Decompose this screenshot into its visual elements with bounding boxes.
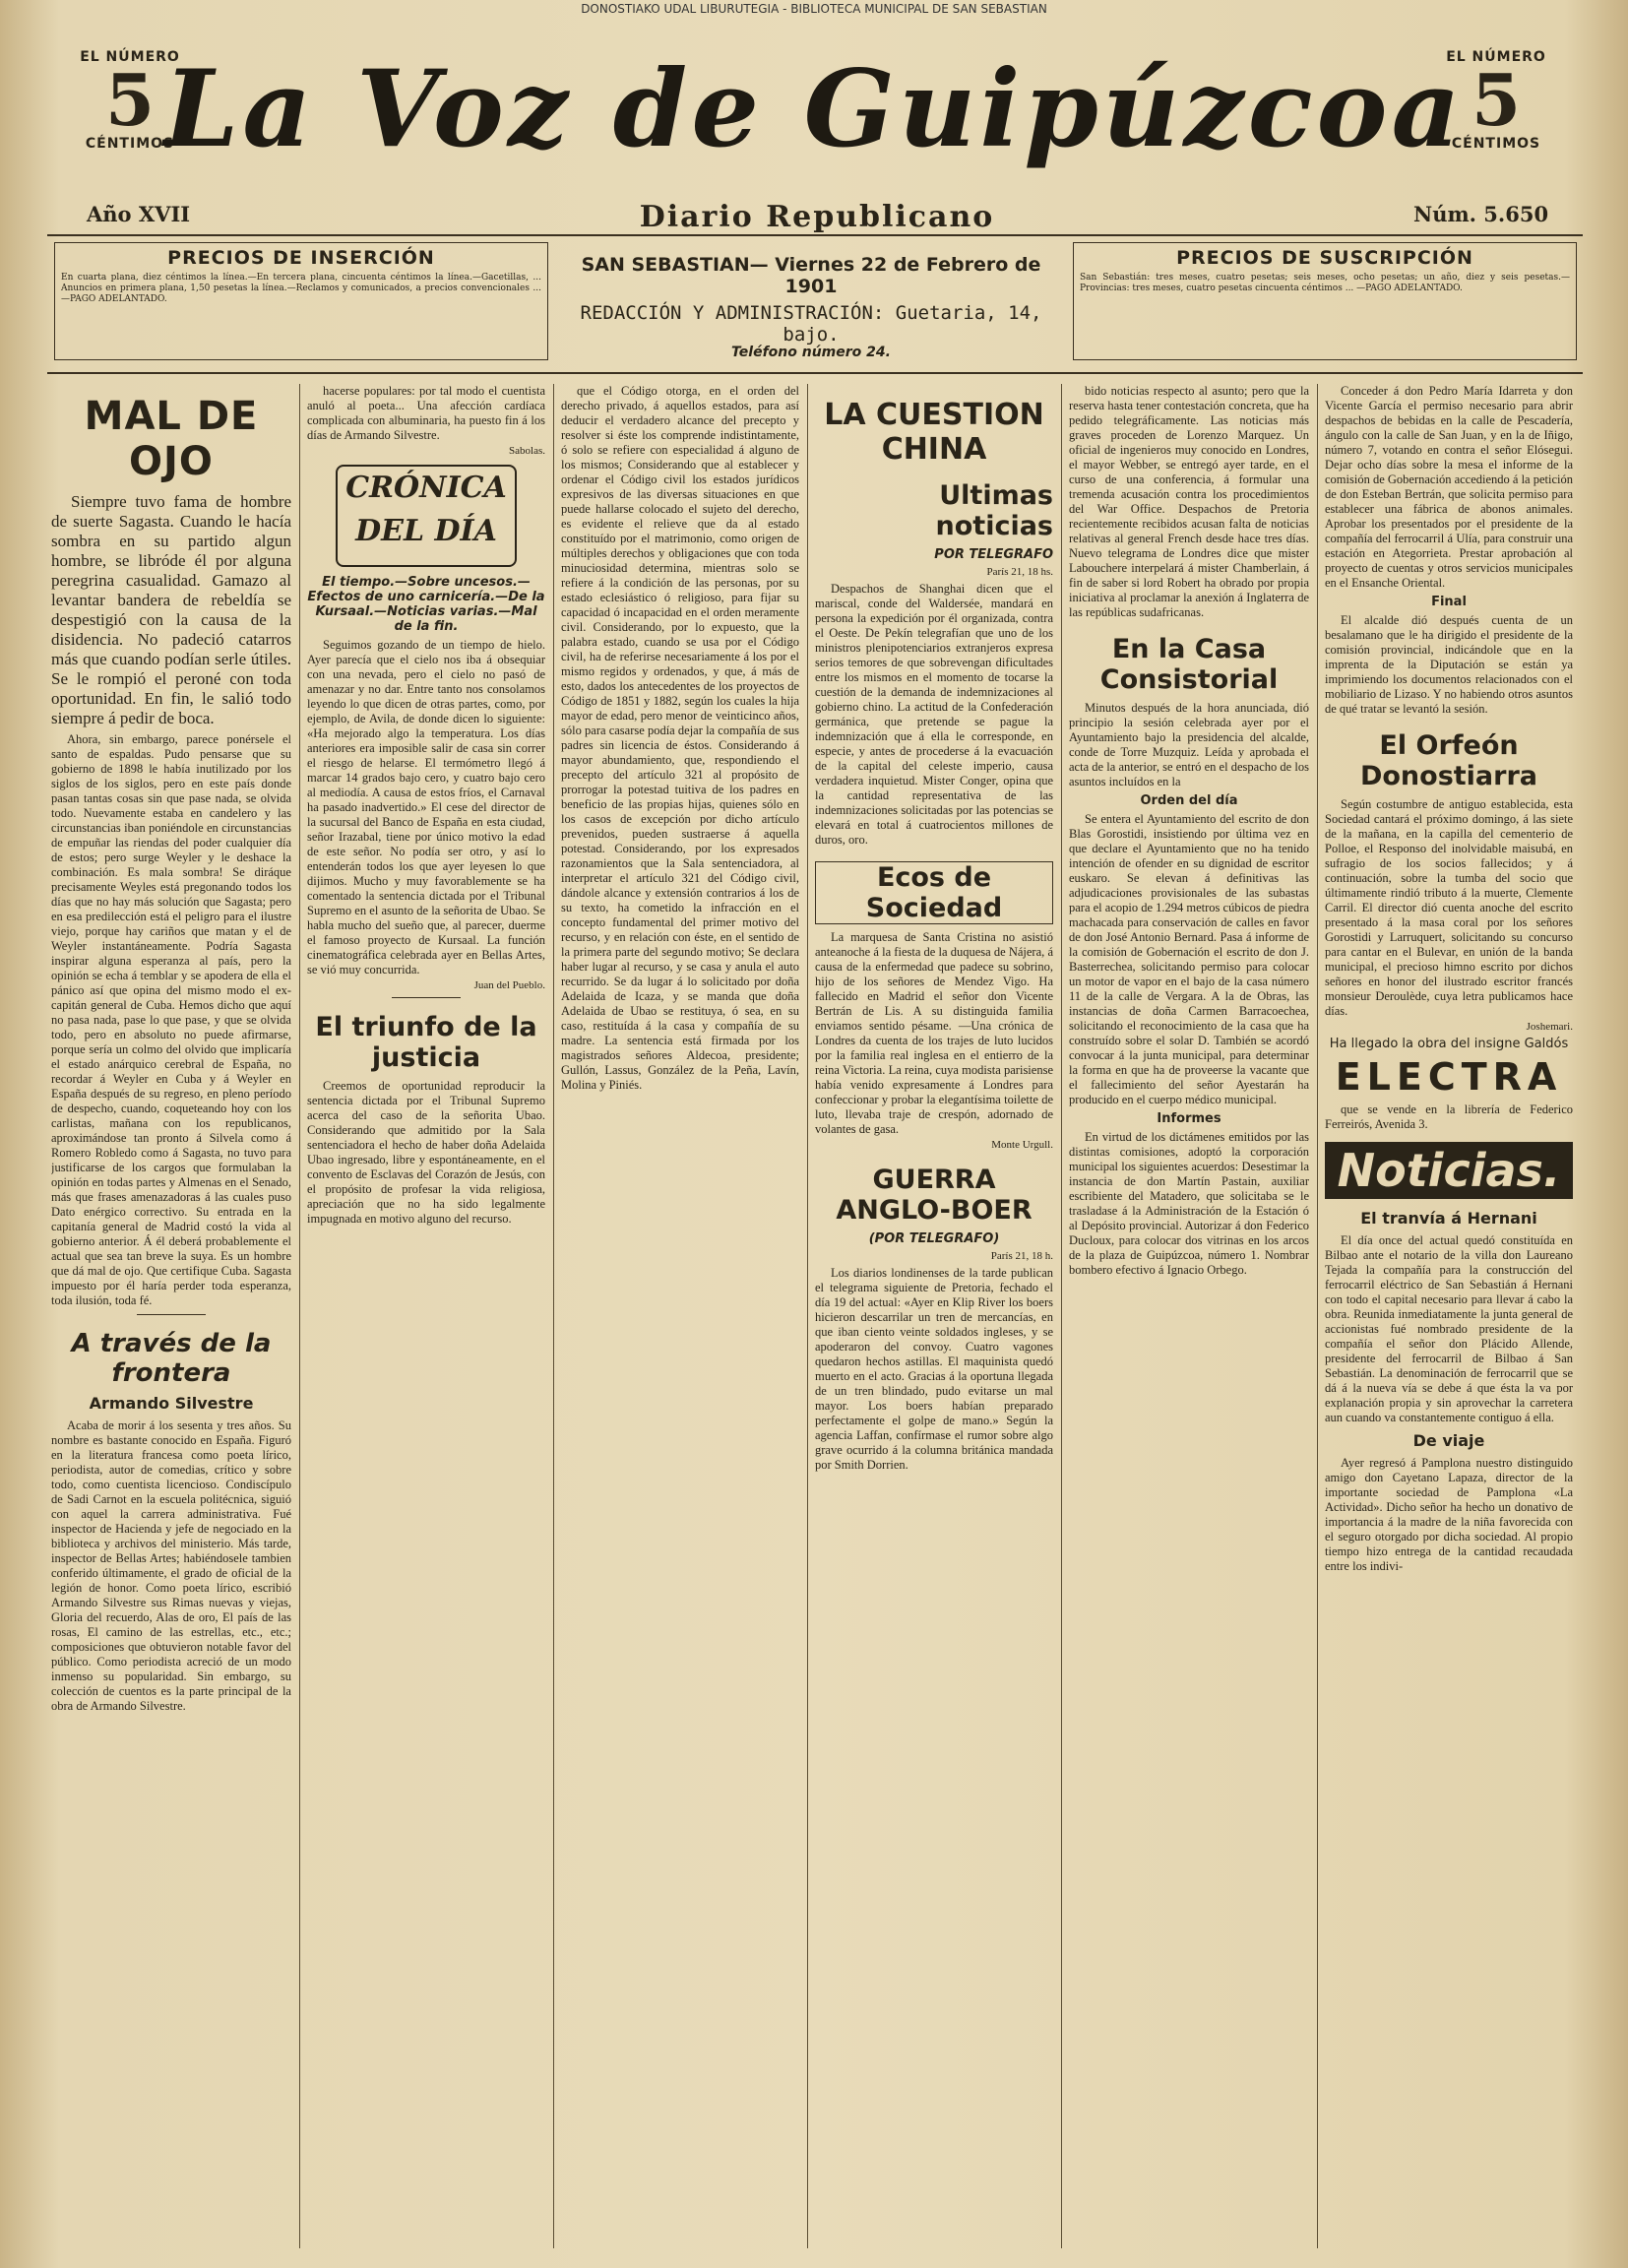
article-headline: LA CUESTION CHINA — [824, 398, 1044, 467]
column-5 — [1069, 384, 1309, 2248]
issue-year: Año XVII — [87, 202, 191, 226]
article-body: Acaba de morir á los sesenta y tres años. Su nombre es bastante conocido en España. Figuró en la literatura francesa como poeta lírico, periodista, autor de comedias, crítico y sobre todo, como cuentista licencioso. Condiscípulo de Sadi Carnot en la escuela politécnica, siguió con aquel la carrera administrativa. Fué inspector de Hacienda y jefe de negociado en la biblioteca y archivos del ministerio. Más tarde, inspector de Bellas Artes; habiéndosele tambien conferido últimamente, el grado de oficial de la legión de honor. Como poeta lírico, escribió Armando Silvestre sus Rimas nuevas y viejas, Gloria del recuerdo, Alas de oro, El país de las rosas, El camino de las estrellas, etc., etc.; composiciones que obtuvieron notable favor del público. Como periodista acreció de un modo inmenso su popularidad. Sin embargo, su colección de cuentos es la parte principal de la obra de Armando Silvestre. — [51, 1418, 291, 1713]
article-body: Los diarios londinenses de la tarde publican el telegrama siguiente de Pretoria, fechado el día 19 del actual: «Ayer en Klip River los boers hicieron descarrilar un tren de mercancías, en que iban ciento veinte soldados ingleses, y se apoderaron del convoy. Cuatro vagones quedaron hechos astillas. El maquinista quedó muerto en el acto. Gracias á la oportuna llegada de un tren blindado, pudo evitarse un mal mayor. Los boers habían preparado perfectamente el golpe de mano.» Según la agencia Laffan, confírmase el rumor sobre algo grave ocurrido á la columna británica mandada por Smith Dorrien. — [815, 1266, 1053, 1472]
advertisement-intro: Ha llegado la obra del insigne Galdós — [1329, 1037, 1569, 1051]
article-subhead: De viaje — [1412, 1431, 1485, 1450]
article-headline: MAL DE OJO — [84, 394, 259, 484]
subscription-prices-title: PRECIOS DE SUSCRIPCIÓN — [1176, 247, 1473, 269]
article-subhead: Informes — [1157, 1111, 1221, 1126]
column-3 — [561, 384, 799, 2248]
price-badge-value: 5 — [1471, 58, 1522, 142]
section-headline: Noticias. — [1325, 1142, 1573, 1199]
subscription-prices-text: San Sebastián: tres meses, cuatro pesetas; seis meses, ocho pesetas; un año, diez y seis pesetas.—Provincias: tres meses, cuatro pesetas cincuenta céntimos ... —PAGO ADELANTADO. — [1080, 273, 1570, 293]
byline: Juan del Pueblo. — [473, 979, 545, 991]
article-body: que el Código otorga, en el orden del derecho privado, á aquellos estados, para así deducir el verdadero alcance del precepto y resolver si éste los comprende indistintamente, ó solo se refiere con especialidad á alguno de los mismos; Considerando que al establecer y ordenar el Código civil los estados jurídicos expresivos de las diversas situaciones en que puede hallarse colocado el sujeto del derecho, es evidente el relieve que da al estado constituído por el matrimonio, como origen de múltiples derechos y obligaciones que con toda minuciosidad determina, mientras solo se refiere á la condición de las personas, por su estado eclesiástico ó religioso, para fijar su capacidad ó incapacidad en el orden meramente civil. Considerando, por lo expuesto, que la palabra estado, cuando se usa por el Código civil, ha de referirse necesariamente á los por el mismo regidos y ordenados, y que, á más de esto, dados los antecedentes de los proyectos de Código de 1851 y 1882, según los cuales la hija mayor de edad, pero menor de veinticinco años, sólo para casarse podía dejar la compañía de sus padres sin licencia de éstos. Considerando á mayor abundamiento, que, respondiendo el precepto del artículo 321 al propósito de prorrogar la potestad tuitiva de los padres en beneficio de las propias hijas, quienes sólo en los casos de excepción por dicho artículo prevenidos, pueden sustraerse á aquella potestad. Considerando, por los expresados razonamientos que la Sala sentenciadora, al interpretar el artículo 321 del Código civil, dándole alcance y extensión contrarios á los de su texto, ha cometido la infracción en el concepto fundamental del primer motivo del recurso, y en relación con éste, en el sentido de la primera parte del segundo motivo; Se declara haber lugar al recurso, y se casa y anula el auto recurrido. Se da lugar á lo solicitado por doña Adelaida de Icaza, y se manda que doña Adelaida de Ubao se restituya, ó sea, en su caso, restituída á la casa y compañía de su madre. La sentencia está firmada por los magistrados señores Aldecoa, presidente; Gullón, Lassus, González de la Peña, Lavín, Molina y Piniés. — [561, 384, 799, 1092]
column-rule — [1061, 384, 1062, 2248]
article-body: Conceder á don Pedro María Idarreta y don Vicente García el permiso necesario para abrir despachos de bebidas en la calle de Pescadería, ángulo con la calle de San Juan, y en la de Iñigo, número 7, votando en contra el señor Elósegui. Dejar ocho días sobre la mesa el informe de la comisión de Gobernación accediendo á la petición de don Esteban Bertrán, que solicita permiso para establecer una fábrica de abonos animales. Aprobar los presentados por el presidente de la compañía del ferrocarril á Ulía, para construir una estación en Ategorrieta. Prestar aprobación al proyecto de cuentas y otros servicios municipales en el Ensanche Oriental. — [1325, 384, 1573, 590]
insertion-prices-title: PRECIOS DE INSERCIÓN — [167, 247, 435, 269]
article-body: Se entera el Ayuntamiento del escrito de don Blas Gorostidi, insistiendo por última vez en que declare el Ayuntamiento que no ha tenido intención de ofender en su dignidad de escritor euskaro. Se elevan á definitivas las adjudicaciones provisionales de las subastas para el acopio de 1.294 metros cúbicos de piedra machacada para conservación de calles en favor de don José Antonio Bernard. Pasa á informe de la comisión de Gobernación el escrito de don J. Basterrechea, solicitando permiso para colocar un motor de vapor en el bajo de la casa número 11 de la calle de Vergara. A la de Obras, las instancias de doña Carmen Barracoechea, solicitando el reconocimiento de la casa que ha construído sobre el solar D. También se acordó convocar á la junta municipal, para determinar la forma en que ha de proveerse la vacante que el fallecimiento del señor Ayestarán ha producido en el cuerpo médico municipal. — [1069, 812, 1309, 1106]
column-rule — [1317, 384, 1318, 2248]
subscription-prices-box — [1073, 242, 1577, 360]
price-badge-arc: EL NÚMERO — [1446, 49, 1546, 65]
header-rule — [47, 234, 1583, 236]
byline: Sabolas. — [509, 445, 545, 457]
column-4 — [815, 384, 1053, 2248]
column-rule — [553, 384, 554, 2248]
byline: Joshemari. — [1526, 1021, 1573, 1033]
article-body: Creemos de oportunidad reproducir la sentencia dictada por el Tribunal Supremo acerca del caso de la señorita Ubao. Considerando que admitido por la Sala sentenciadora el hecho de haber doña Adelaida Ubao ingresado, libre y espontáneamente, en el convento de Esclavas del Corazón de Jesús, con el propósito de profesar la vida religiosa, apreciación que no ha sido legalmente impugnada en motivo alguno del recurso. — [307, 1079, 545, 1226]
price-badge-arc: EL NÚMERO — [80, 49, 180, 65]
byline: Monte Urgull. — [991, 1139, 1053, 1151]
article-subhead: Ultimas noticias — [935, 480, 1053, 541]
article-subhead: Armando Silvestre — [89, 1394, 254, 1413]
article-subhead: Final — [1431, 595, 1467, 609]
telegraph-tag: (POR TELEGRAFO) — [868, 1231, 1000, 1246]
article-body: En virtud de los dictámenes emitidos por las distintas comisiones, adoptó la corporación municipal los siguientes acuerdos: Desestimar la instancia de don Martín Pastain, auxiliar escribiente del Matadero, que solicitaba se le trasladase á la Administración de la Estación ó al Depósito provincial. Autorizar á don Federico Ducloux, para colocar dos vitrinas en los arcos de la plaza de Guipúzcoa, número 1. Nombrar bombero efectivo á Ignacio Orbego. — [1069, 1130, 1309, 1277]
article-lead: Siempre tuvo fama de hombre de suerte Sagasta. Cuando le hacía sombra en su partido algun hombre, se libróde él por alguna peregrina casualidad. Gamazo al levantar bandera de rebeldía se despestigió con la causa de la disidencia. No padeció catarros más que cuando podían serle útiles. Se le rompió el peroné con toda oportunidad. En fin, le salió todo siempre á pedir de boca. — [51, 492, 291, 727]
divider — [392, 997, 461, 998]
article-body: Seguimos gozando de un tiempo de hielo. Ayer parecía que el cielo nos iba á obsequiar con una nevada, pero el cielo no pasó de amenazar y no dar. Entre tanto nos consolamos leyendo lo que dicen de otras partes, como, por ejemplo, de Avila, de donde dicen lo siguiente: «Ha mejorado algo la temperatura. Los días anteriores era imposible salir de casa sin correr el riesgo de helarse. El termómetro llegó á marcar 14 grados bajo cero, y cuatro bajo cero al mediodía. A causa de estos fríos, el Carnaval ha pasado inadvertido.» El cese del director de la sucursal del Banco de España en esta ciudad, señor Irazabal, tiene por único motivo la edad de este señor. No podía ser otro, y así lo entenderán todos los que ayer leyesen lo que dijimos. Mucho y muy favorablemente se ha comentado la sentencia dictada por el Tribunal Supremo en el asunto de la señorita de Ubao. Se habla mucho del sueño que, al parecer, duerme el famoso proyecto de Kursaal. La función cinematográfica celebrada ayer en Bellas Artes, se vió muy concurrida. — [307, 638, 545, 976]
price-badge-unit: CÉNTIMOS — [1451, 136, 1541, 152]
telephone-number: Teléfono número 24. — [731, 345, 891, 360]
library-watermark: DONOSTIAKO UDAL LIBURUTEGIA - BIBLIOTECA MUNICIPAL DE SAN SEBASTIAN — [581, 2, 1047, 16]
divider — [137, 1314, 206, 1315]
header-bottom-rule — [47, 372, 1583, 374]
section-headline: El triunfo de la justicia — [315, 1012, 537, 1073]
section-headline: En la Casa Consistorial — [1099, 634, 1279, 695]
article-subhead: El tranvía á Hernani — [1360, 1209, 1537, 1228]
advertisement-title: ELECTRA — [1335, 1055, 1563, 1099]
price-badge-unit: CÉNTIMOS — [85, 136, 175, 152]
article-summary: El tiempo.—Sobre uncesos.—Efectos de uno carnicería.—De la Kursaal.—Noticias varias.—Mal de la fin. — [307, 575, 545, 634]
insertion-prices-text: En cuarta plana, diez céntimos la línea.—En tercera plana, cincuenta céntimos la línea.—Gacetillas, ... Anuncios en primera plana, 1,50 pesetas la línea.—Reclamos y comunicados, a precios convencionales ... —PAGO ADELANTADO. — [61, 273, 541, 304]
date-line: SAN SEBASTIAN— Viernes 22 de Febrero de 1901 — [581, 254, 1041, 297]
column-6 — [1325, 384, 1573, 2248]
editorial-address: REDACCIÓN Y ADMINISTRACIÓN: Guetaria, 14, bajo. — [580, 302, 1042, 346]
price-badge-value: 5 — [104, 58, 156, 142]
article-body: hacerse populares: por tal modo el cuentista anuló al poeta... Una afección cardíaca complicada con albuminaria, ha puesto fin á los días de Armando Silvestre. — [307, 384, 545, 442]
newspaper-title: La Voz de Guipúzcoa — [163, 47, 1465, 171]
section-headline: El Orfeón Donostiarra — [1359, 730, 1538, 791]
dateline: París 21, 18 hs. — [986, 566, 1053, 578]
article-subhead: Orden del día — [1140, 793, 1238, 808]
column-1 — [51, 384, 291, 2248]
section-headline: A través de la frontera — [71, 1329, 272, 1388]
dateline: París 21, 18 h. — [990, 1250, 1053, 1262]
newspaper-subtitle: Diario Republicano — [639, 200, 995, 234]
article-body: Minutos después de la hora anunciada, dió principio la sesión celebrada ayer por el Ayuntamiento bajo la presidencia del alcalde, conde de Torre Muzquiz. Leída y aprobada el acta de la anterior, se entró en el despacho de los asuntos incluídos en la — [1069, 701, 1309, 788]
column-rule — [807, 384, 808, 2248]
issue-number: Núm. 5.650 — [1413, 202, 1549, 226]
telegraph-tag: POR TELEGRAFO — [934, 547, 1053, 562]
article-body: El alcalde dió después cuenta de un besalamano que le ha dirigido el presidente de la comisión provincial, indicándole que en la imprenta de la Diputación se están ya imprimiendo los documentos relacionados con el mobiliario de Lizaso. Y no habiendo otros asuntos de qué tratar se levantó la sesión. — [1325, 613, 1573, 716]
column-rule — [299, 384, 300, 2248]
article-body: Despachos de Shanghai dicen que el mariscal, conde del Waldersée, mandará en persona la expedición por él organizada, contra el Oeste. De Pekín telegrafían que uno de los ministros plenipotenciarios extranjeros expresa serios temores de que sobrevengan dificultades entre los mismos en el momento de tocarse la cuestión de la demanda de indemnizaciones al gobierno chino. La actitud de la Confederación germánica, que pretende se pague la indemnización que á ella le corresponde, en especie, y antes de procederse á la evacuación de la capital del celeste imperio, causa verdadera inquietud. Mister Conger, opina que la cantidad representativa de las indemnizaciones solicitadas por las potencias se elevará en total á cuatrocientos millones de duros, oro. — [815, 582, 1053, 847]
section-headline: Ecos de Sociedad — [815, 861, 1053, 924]
insertion-prices-box — [54, 242, 548, 360]
section-headline: GUERRA ANGLO-BOER — [836, 1165, 1033, 1226]
article-body: Según costumbre de antiguo establecida, esta Sociedad cantará el próximo domingo, á las siete de la mañana, en la capilla del cementerio de Polloe, el Responso del inolvidable maisubá, en sufragio de los socios fallecidos; y á continuación, sobre la tumba del socio que últimamente rindió tributo á la muerte, Clemente Carril. El director dió cuenta anoche del escrito presentado á la masa coral por los señores Gorostidi y Larruquert, solicitando su concurso para cantar en el Bulevar, en unión de la banda municipal, el precioso himno escrito por dichos señores en honor del ilustrado escritor francés monsieur Deroulède, cuya letra publicamos hace días. — [1325, 797, 1573, 1018]
article-body: Ayer regresó á Pamplona nuestro distinguido amigo don Cayetano Lapaza, director de la importante sociedad de Pamplona «La Actividad». Dicho señor ha hecho un donativo de importancia á la madre de la niña favorecida con el seguro otorgado por dicha sociedad. Al propio tiempo hizo entrega de la cantidad recaudada entre los indivi- — [1325, 1456, 1573, 1573]
article-body: El día once del actual quedó constituída en Bilbao ante el notario de la villa don Laureano Tejada la compañía para la construcción del ferrocarril eléctrico de San Sebastián á Hernani con todo el capital necesario para llevar á cabo la obra. Reunida inmediatamente la junta general de accionistas fué nombrado presidente de la compañía el señor don Plácido Allende, presidente del ferrocarril de Bilbao á San Sebastián. La denominación de ferrocarril que se dá á la nueva vía se debe á que ésta la va por explanación propia y sin aprovechar la carretera aun cuando va constantemente contiguo á ella. — [1325, 1233, 1573, 1424]
article-body: La marquesa de Santa Cristina no asistió anteanoche á la fiesta de la duquesa de Nájera, á causa de la enfermedad que padece su sobrino, hijo de los señores de Mendez Vigo. Ha fallecido en Madrid el señor don Vicente Bertrán de Lis. A su distinguida familia enviamos sentido pésame. —Una crónica de Londres da cuenta de los trajes de luto lucidos por la familia real inglesa en el entierro de la reina Victoria. La reina, cuya modista parisiense había venido expresamente á Londres para confeccionar y probar la elegantísima toilette de luto, llevaba traje de crespón, adornado de volantes de gasa. — [815, 930, 1053, 1136]
article-body: Ahora, sin embargo, parece ponérsele el santo de espaldas. Pudo pensarse que su gobierno de 1898 le había inutilizado por los siglos de los siglos, pero en este país donde pasan tantas cosas sin que pase nada, se olvida todo. Nuevamente estaba en candelero y las circunstancias iban poniéndole en circunstancias de empuñar las riendas del poder cualquier día de estos; pero surge Weyler y le deshace la combinación. Es mala sombra! Se diráque precisamente Weyles está pregonando todos los días que no hay más solución que Sagasta; pero en esa predilección está el peligro para el ilustre viejo, porque hay cariños que matan y el de Weyler instantáneamente. Podría Sagasta inspirar alguna esperanza al país, pero la opinión se echa á temblar y se apodera de ella el pánico así que opina del mismo modo el ex-capitán general de Cuba. Hemos dicho que aquí no pasa nada, pase lo que pase, y que se olvida todo, pero en absoluto no puede afirmarse, porque sería un colmo del olvido que implicaría el estado anárquico cerebral de España, no recordar á Weyler en Cuba y á Weyler en España después de su regreso, en pleno período de despecho, cuando, coqueteando hoy con los carlistas, mañana con los republicanos, aproximándose tan pronto á Silvela como á Romero Robledo como á Sagasta, no tuvo para justificarse de los cargos que formulaban la opinión en todas partes y Almenas en el Senado, más que frases amenazadoras á las cuales puso Dato enérgico correctivo. Su entrada en la capitanía general de Madrid costó la vida al gobierno anterior. Á él deberá probablemente el actual que sea tan breve la suya. Es un hombre que dá mal de ojo. Que certifique Cuba. Sagasta impuesto por él haría perder toda esperanza, toda ilusión, toda fé. — [51, 732, 291, 1307]
article-body: bido noticias respecto al asunto; pero que la reserva hasta tener contestación concreta, que ha pedido telegráficamente. Las noticias más graves proceden de Lorenzo Marquez. Un oficial de ingenieros muy conocido en Londres, el mayor Webber, se entregó ayer tarde, en el curso de una conferencia, á formular una tremenda acusación contra los procedimientos del War Office. Despachos de Pretoria recientemente recibidos acusan falta de noticias relativas al general French desde hace tres días. Nuevo telegrama de Londres dice que mister Labouchere interpelará á mister Chamberlain, á fin de saber si lord Robert ha obrado por propia iniciativa al proclamar la anexión á Inglaterra de las repúblicas sudafricanas. — [1069, 384, 1309, 619]
cronica-del-dia-logo: CRÓNICA DEL DÍA — [336, 465, 517, 567]
advertisement-text: que se vende en la librería de Federico Ferreirós, Avenida 3. — [1325, 1102, 1573, 1131]
column-2 — [307, 384, 545, 2248]
